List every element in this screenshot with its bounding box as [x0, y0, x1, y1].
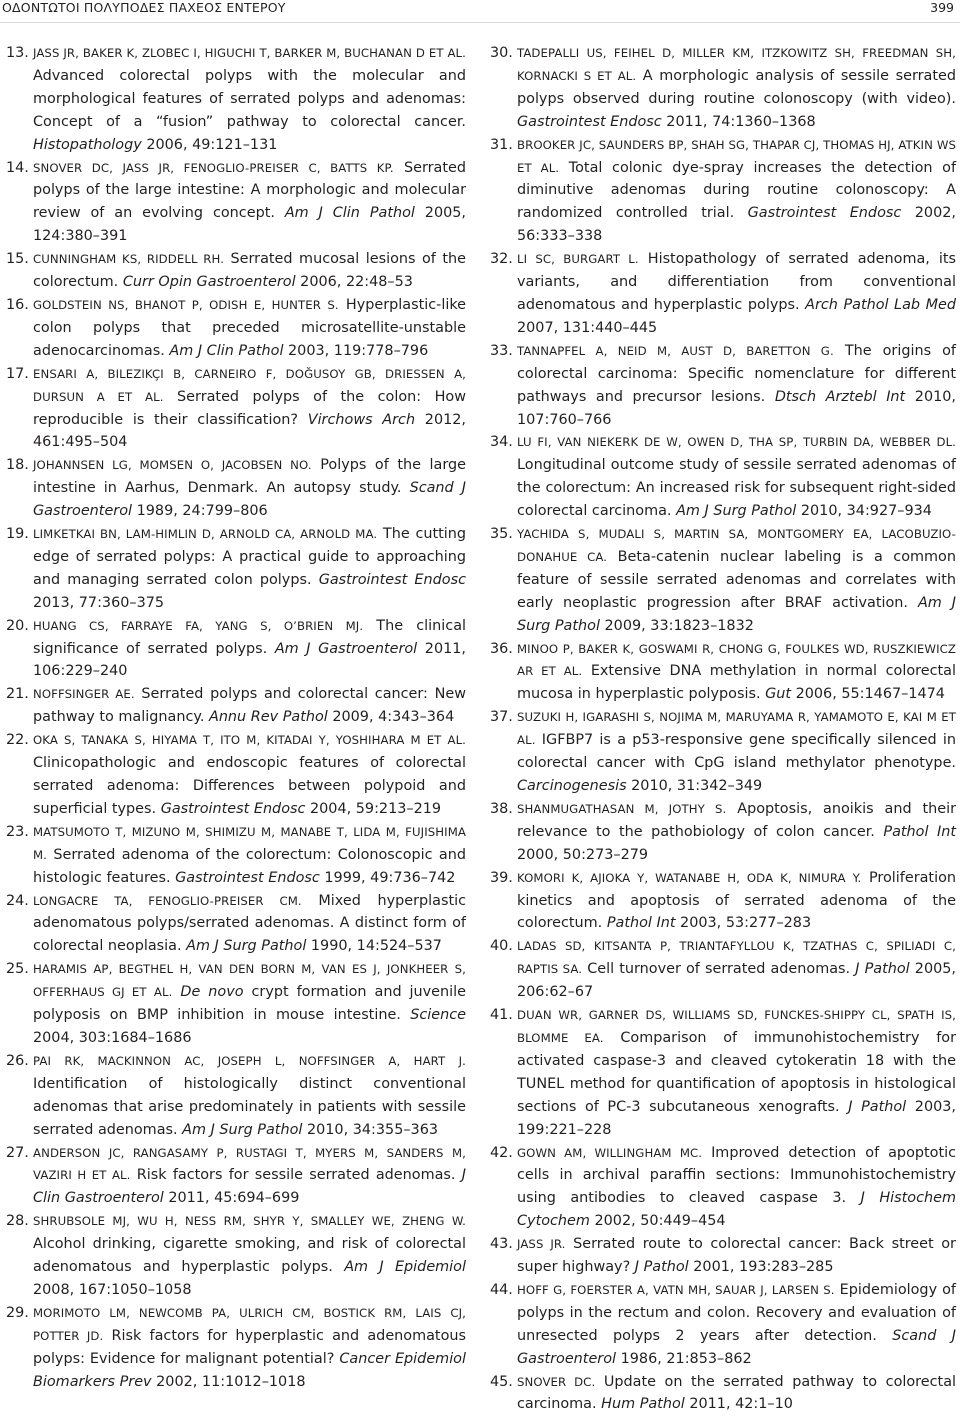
references-right-column: [490, 42, 956, 1416]
reference-citation: 2003, 199:221–228: [517, 1098, 956, 1138]
reference-citation: 2003, 53:277–283: [675, 915, 812, 932]
reference-journal: Carcinogenesis: [517, 778, 627, 794]
reference-authors: JASS JR, BAKER K, ZLOBEC I, HIGUCHI T, BARKER M, BUCHANAN D ET AL.: [33, 46, 466, 60]
reference-item: [490, 867, 956, 936]
reference-title: Alcohol drinking, cigarette smoking, and risk of colorectal adenomatous and hyperplastic polyps.: [33, 1236, 466, 1276]
reference-number: 41.: [490, 1007, 513, 1024]
reference-authors: GOLDSTEIN NS, BHANOT P, ODISH E, HUNTER S.: [33, 297, 339, 312]
reference-title: Update on the serrated pathway to colorectal carcinoma.: [517, 1373, 957, 1413]
reference-authors: JASS JR.: [517, 1237, 566, 1252]
reference-title: A morphologic analysis of sessile serrated polyps observed during routine colonoscopy (with video).: [517, 67, 956, 107]
reference-item: [490, 248, 956, 340]
reference-authors: SNOVER DC, JASS JR, FENOGLIO-PREISER C, BATTS KP.: [33, 160, 394, 175]
reference-number: 31.: [490, 136, 513, 153]
reference-title: Proliferation kinetics and apoptosis of serrated adenoma of the colorectum.: [517, 869, 956, 932]
references-left-column: [6, 42, 466, 1393]
reference-citation: 2003, 119:778–796: [283, 342, 429, 359]
reference-authors: TANNAPFEL A, NEID M, AUST D, BARETTON G.: [517, 343, 834, 358]
reference-title: Apoptosis, anoikis and their relevance to the pathobiology of colon cancer.: [517, 800, 957, 840]
reference-citation: 1989, 24:799–806: [132, 503, 268, 520]
reference-title: Serrated polyps of the large intestine: A morphologic and molecular review of an evolving concept.: [33, 159, 467, 222]
reference-item: [490, 1279, 956, 1371]
reference-journal: Pathol Int: [883, 823, 956, 840]
reference-citation: 2011, 106:229–240: [33, 640, 467, 680]
reference-item: [6, 523, 466, 615]
reference-item: [6, 615, 466, 684]
reference-title: Beta-catenin nuclear labeling is a common feature of sessile serrated adenomas and correlates with early neoplastic progression after BRAF activation.: [517, 548, 956, 611]
reference-item: [6, 248, 466, 294]
reference-journal: Virchows Arch: [307, 411, 416, 428]
reference-item: [490, 134, 956, 249]
reference-title: Identification of histologically distinct conventional adenomas that arise predominately in patients with sessile serrated adenomas.: [33, 1075, 466, 1138]
reference-citation: 2004, 303:1684–1686: [33, 1029, 192, 1046]
reference-authors: SUZUKI H, IGARASHI S, NOJIMA M, MARUYAMA R, YAMAMOTO E, KAI M ET AL.: [517, 710, 956, 748]
reference-journal: J Pathol: [634, 1259, 689, 1276]
reference-number: 24.: [6, 892, 29, 909]
reference-journal: Gastrointest Endosc: [175, 869, 320, 886]
reference-authors: MINOO P, BAKER K, GOSWAMI R, CHONG G, FOULKES WD, RUSZKIEWICZ AR ET AL.: [517, 641, 956, 679]
reference-authors: OKA S, TANAKA S, HIYAMA T, ITO M, KITADAI Y, YOSHIHARA M ET AL.: [33, 733, 466, 748]
reference-journal: J Pathol: [848, 1098, 907, 1115]
reference-journal: Arch Pathol Lab Med: [805, 296, 956, 313]
reference-citation: 2005, 124:380–391: [33, 205, 466, 245]
reference-number: 16.: [6, 296, 29, 313]
reference-journal: Pathol Int: [606, 915, 676, 932]
reference-number: 43.: [490, 1236, 513, 1253]
reference-title: Serrated polyps of the colon: How reproducible is their classification?: [33, 388, 466, 428]
page-header: [0, 0, 960, 30]
reference-authors: JOHANNSEN LG, MOMSEN O, JACOBSEN NO.: [33, 458, 312, 473]
reference-authors: MATSUMOTO T, MIZUNO M, SHIMIZU M, MANABE T, LIDA M, FUJISHIMA M.: [33, 824, 466, 862]
reference-title: Cell turnover of serrated adenomas.: [582, 961, 856, 978]
reference-number: 14.: [6, 159, 29, 176]
reference-number: 39.: [490, 869, 513, 886]
reference-journal: Gastrointest Endosc: [160, 800, 306, 817]
reference-number: 27.: [6, 1144, 29, 1161]
reference-title: Clinicopathologic and endoscopic features of colorectal serrated adenoma: Differences between polypoid and superficial types.: [33, 755, 466, 817]
reference-citation: 2006, 22:48–53: [295, 274, 413, 291]
reference-authors: MORIMOTO LM, NEWCOMB PA, ULRICH CM, BOSTICK RM, LAIS CJ, POTTER JD.: [33, 1305, 466, 1343]
reference-journal: Cancer Epidemiol Biomarkers Prev: [33, 1350, 466, 1390]
reference-citation: 2001, 193:283–285: [688, 1259, 834, 1276]
reference-title: Hyperplastic-like colon polyps that preceded microsatellite-unstable adenocarcinomas.: [33, 296, 466, 359]
reference-authors: PAI RK, MACKINNON AC, JOSEPH L, NOFFSINGER A, HART J.: [33, 1053, 466, 1068]
reference-citation: 2012, 461:495–504: [33, 411, 466, 451]
reference-citation: 2002, 50:449–454: [589, 1213, 726, 1230]
reference-citation: 2000, 50:273–279: [517, 846, 649, 863]
reference-number: 36.: [490, 640, 513, 657]
reference-authors: CUNNINGHAM KS, RIDDELL RH.: [33, 252, 225, 267]
reference-journal: Am J Surg Pathol: [517, 594, 956, 634]
reference-citation: 2002, 56:333–338: [517, 205, 956, 245]
reference-title: IGFBP7 is a p53-responsive gene specifically silenced in colorectal cancer with CpG island methylator phenotype.: [517, 732, 956, 772]
reference-item: [490, 431, 956, 523]
reference-item: [490, 798, 956, 867]
reference-title: Serrated route to colorectal cancer: Back street or super highway?: [517, 1236, 956, 1276]
reference-journal: Scand J Gastroenterol: [33, 480, 466, 520]
reference-authors: YACHIDA S, MUDALI S, MARTIN SA, MONTGOMERY EA, LACOBUZIO-DONAHUE CA.: [517, 527, 956, 564]
reference-title: Risk factors for sessile serrated adenomas.: [130, 1167, 462, 1184]
reference-journal: J Pathol: [855, 961, 910, 978]
reference-number: 26.: [6, 1052, 29, 1069]
reference-authors: TADEPALLI US, FEIHEL D, MILLER KM, ITZKOWITZ SH, FREEDMAN SH, KORNACKI S ET AL.: [517, 46, 956, 83]
reference-item: [490, 1004, 956, 1141]
reference-citation: 2005, 206:62–67: [517, 961, 956, 1001]
reference-title: Histopathology of serrated adenoma, its variants, and differentiation from conventional adenomatous and hyperplastic polyps.: [517, 251, 956, 313]
reference-authors: LI SC, BURGART L.: [517, 252, 639, 267]
reference-title-italic: De novo: [180, 984, 244, 1001]
reference-number: 13.: [6, 45, 29, 61]
reference-title: Epidemiology of polyps in the rectum and colon. Recovery and evaluation of unresected polyps 2 years after detection.: [517, 1281, 956, 1344]
reference-item: [490, 1233, 956, 1279]
reference-item: [490, 523, 956, 638]
reference-number: 28.: [6, 1213, 29, 1230]
reference-item: [6, 1302, 466, 1394]
reference-number: 32.: [490, 251, 513, 268]
reference-citation: 2013, 77:360–375: [33, 594, 165, 611]
reference-citation: 2010, 107:760–766: [517, 388, 956, 428]
reference-item: [6, 42, 466, 157]
reference-item: [6, 890, 466, 959]
reference-item: [490, 638, 956, 707]
reference-authors: ENSARI A, BILEZIKÇI B, CARNEIRO F, DOĞUSOY GB, DRIESSEN A, DURSUN A ET AL.: [33, 366, 466, 404]
reference-authors: BROOKER JC, SAUNDERS BP, SHAH SG, THAPAR CJ, THOMAS HJ, ATKIN WS ET AL.: [517, 137, 956, 175]
reference-journal: Am J Clin Pathol: [169, 342, 284, 359]
reference-citation: 2011, 74:1360–1368: [661, 113, 816, 130]
reference-journal: Am J Epidemiol: [344, 1259, 466, 1276]
page-number: 399: [930, 0, 954, 15]
reference-title: Improved detection of apoptotic cells in archival paraffin sections: Immunohistochemistry using antibodies to cleaved caspase 3.: [517, 1144, 957, 1207]
reference-number: 30.: [490, 45, 513, 61]
reference-item: [6, 157, 466, 249]
reference-title: Comparison of immunohistochemistry for activated caspase-3 and cleaved cytokeratin 18 with the TUNEL method for quantification of apoptosis in histological sections of PC-3 subcutaneous xenografts.: [517, 1029, 956, 1115]
reference-title: Total colonic dye-spray increases the detection of diminutive adenomas during routine colonoscopy: A randomized controlled trial.: [517, 159, 957, 222]
reference-journal: Annu Rev Pathol: [208, 709, 328, 726]
reference-title: Extensive DNA methylation in normal colorectal mucosa in hyperplastic polyposis.: [517, 663, 956, 703]
reference-item: [6, 683, 466, 729]
reference-title: Advanced colorectal polyps with the molecular and morphological features of serrated polyps and adenomas: Concept of a “fusion” pathway to colorectal cancer.: [33, 67, 466, 130]
reference-journal: Histopathology: [33, 136, 142, 153]
header-divider: [0, 22, 960, 23]
reference-authors: GOWN AM, WILLINGHAM MC.: [517, 1145, 703, 1160]
reference-item: [6, 363, 466, 455]
reference-journal: Science: [410, 1007, 466, 1024]
reference-citation: 2009, 4:343–364: [327, 709, 455, 726]
reference-number: 23.: [6, 823, 29, 840]
reference-number: 44.: [490, 1281, 513, 1298]
reference-item: [6, 1142, 466, 1211]
reference-citation: 1999, 49:736–742: [319, 869, 456, 886]
reference-citation: 2006, 49:121–131: [141, 136, 278, 153]
reference-authors: LONGACRE TA, FENOGLIO-PREISER CM.: [33, 893, 302, 908]
reference-title-rest: crypt formation and juvenile polyposis on BMP inhibition in mouse intestine.: [33, 984, 467, 1024]
reference-number: 15.: [6, 251, 29, 268]
reference-authors: LADAS SD, KITSANTA P, TRIANTAFYLLOU K, TZATHAS C, SPILIADI C, RAPTIS SA.: [517, 939, 956, 977]
reference-journal: Gastrointest Endosc: [747, 205, 902, 222]
reference-number: 45.: [490, 1373, 513, 1390]
reference-number: 17.: [6, 365, 29, 382]
reference-journal: Scand J Gastroenterol: [517, 1327, 956, 1367]
reference-journal: Am J Clin Pathol: [284, 205, 415, 222]
reference-number: 34.: [490, 434, 513, 451]
reference-citation: 2007, 131:440–445: [517, 319, 658, 336]
reference-authors: LU FI, VAN NIEKERK DE W, OWEN D, THA SP, TURBIN DA, WEBBER DL.: [517, 435, 956, 450]
reference-number: 33.: [490, 342, 513, 359]
reference-journal: Curr Opin Gastroenterol: [122, 274, 296, 291]
reference-citation: 2010, 34:355–363: [302, 1121, 439, 1138]
reference-journal: Am J Surg Pathol: [186, 938, 307, 955]
reference-title: Polyps of the large intestine in Aarhus, Denmark. An autopsy study.: [33, 457, 466, 497]
reference-item: [6, 729, 466, 821]
reference-title: Longitudinal outcome study of sessile serrated adenomas of the colorectum: An increased risk for subsequent right-sided colorectal carcinoma.: [517, 457, 956, 520]
reference-number: 40.: [490, 938, 513, 955]
reference-title: The clinical significance of serrated polyps.: [33, 617, 467, 657]
reference-journal: Gastrointest Endosc: [318, 571, 466, 588]
reference-number: 21.: [6, 686, 29, 703]
reference-number: 22.: [6, 732, 29, 749]
reference-number: 35.: [490, 526, 513, 543]
reference-item: [6, 1210, 466, 1302]
reference-journal: Gut: [765, 686, 792, 703]
reference-number: 38.: [490, 800, 513, 817]
reference-number: 37.: [490, 709, 513, 726]
reference-title: The cutting edge of serrated polyps: A practical guide to approaching and managing serrated colon polyps.: [33, 526, 467, 588]
reference-journal: Dtsch Arztebl Int: [774, 388, 906, 405]
reference-item: [6, 294, 466, 363]
reference-title: Serrated adenoma of the colorectum: Colonoscopic and histologic features.: [33, 846, 466, 886]
reference-item: [490, 42, 956, 134]
reference-citation: 2011, 45:694–699: [163, 1190, 300, 1207]
reference-item: [490, 1142, 956, 1234]
reference-citation: 2002, 11:1012–1018: [151, 1373, 306, 1390]
reference-title: The origins of colorectal carcinoma: Specific nomenclature for different pathways and precursor lesions.: [517, 342, 956, 405]
reference-item: [6, 958, 466, 1050]
reference-number: 29.: [6, 1304, 29, 1321]
reference-citation: 2008, 167:1050–1058: [33, 1281, 192, 1298]
reference-journal: Gastrointest Endosc: [517, 113, 662, 130]
reference-authors: HOFF G, FOERSTER A, VATN MH, SAUAR J, LARSEN S.: [517, 1282, 835, 1297]
reference-authors: SHRUBSOLE MJ, WU H, NESS RM, SHYR Y, SMALLEY WE, ZHENG W.: [33, 1214, 466, 1229]
reference-authors: LIMKETKAI BN, LAM-HIMLIN D, ARNOLD CA, ARNOLD MA.: [33, 527, 378, 542]
reference-authors: ANDERSON JC, RANGASAMY P, RUSTAGI T, MYERS M, SANDERS M, VAZIRI H ET AL.: [33, 1145, 466, 1183]
reference-authors: HUANG CS, FARRAYE FA, YANG S, O’BRIEN MJ.: [33, 618, 364, 633]
reference-number: 19.: [6, 526, 29, 543]
reference-citation: 2011, 42:1–10: [684, 1396, 793, 1413]
running-title: ΟΔΟΝΤΩΤΟΙ ΠΟΛΥΠΟΔΕΣ ΠΑΧΕΟΣ ΕΝΤΕΡΟΥ: [2, 0, 286, 15]
reference-title: Risk factors for hyperplastic and adenomatous polyps: Evidence for malignant potential?: [33, 1327, 466, 1367]
reference-number: 18.: [6, 457, 29, 474]
reference-number: 42.: [490, 1144, 513, 1161]
reference-item: [490, 1371, 956, 1416]
reference-citation: 1990, 14:524–537: [306, 938, 442, 955]
reference-item: [490, 706, 956, 798]
reference-title: Serrated polyps and colorectal cancer: New pathway to malignancy.: [33, 686, 467, 726]
reference-citation: 2004, 59:213–219: [305, 800, 442, 817]
reference-item: [490, 935, 956, 1004]
reference-authors: SNOVER DC.: [517, 1374, 596, 1389]
reference-number: 25.: [6, 961, 29, 978]
reference-authors: DUAN WR, GARNER DS, WILLIAMS SD, FUNCKES-SHIPPY CL, SPATH IS, BLOMME EA.: [517, 1008, 956, 1045]
reference-journal: J Clin Gastroenterol: [33, 1167, 466, 1207]
reference-citation: 2009, 33:1823–1832: [599, 617, 754, 634]
reference-citation: 2010, 31:342–349: [626, 778, 763, 794]
reference-item: [6, 454, 466, 523]
reference-authors: KOMORI K, AJIOKA Y, WATANABE H, ODA K, NIMURA Y.: [517, 870, 862, 885]
reference-journal: Am J Surg Pathol: [676, 503, 797, 520]
reference-title: Serrated mucosal lesions of the colorectum.: [33, 251, 466, 291]
reference-citation: 2010, 34:927–934: [796, 503, 932, 520]
reference-item: [6, 1050, 466, 1142]
reference-journal: Am J Surg Pathol: [182, 1121, 303, 1138]
reference-authors: HARAMIS AP, BEGTHEL H, VAN DEN BORN M, VAN ES J, JONKHEER S, OFFERHAUS GJ ET AL.: [33, 962, 466, 1000]
reference-journal: J Histochem Cytochem: [517, 1190, 956, 1230]
reference-citation: 1986, 21:853–862: [616, 1350, 752, 1367]
reference-item: [6, 821, 466, 890]
reference-journal: Am J Gastroenterol: [274, 640, 418, 657]
reference-authors: NOFFSINGER AE.: [33, 687, 135, 702]
reference-item: [490, 340, 956, 432]
reference-citation: 2006, 55:1467–1474: [791, 686, 945, 703]
reference-title: Mixed hyperplastic adenomatous polyps/serrated adenomas. A distinct form of colorectal neoplasia.: [33, 892, 466, 955]
reference-journal: Hum Pathol: [601, 1396, 685, 1413]
reference-authors: SHANMUGATHASAN M, JOTHY S.: [517, 801, 727, 816]
reference-number: 20.: [6, 617, 29, 634]
